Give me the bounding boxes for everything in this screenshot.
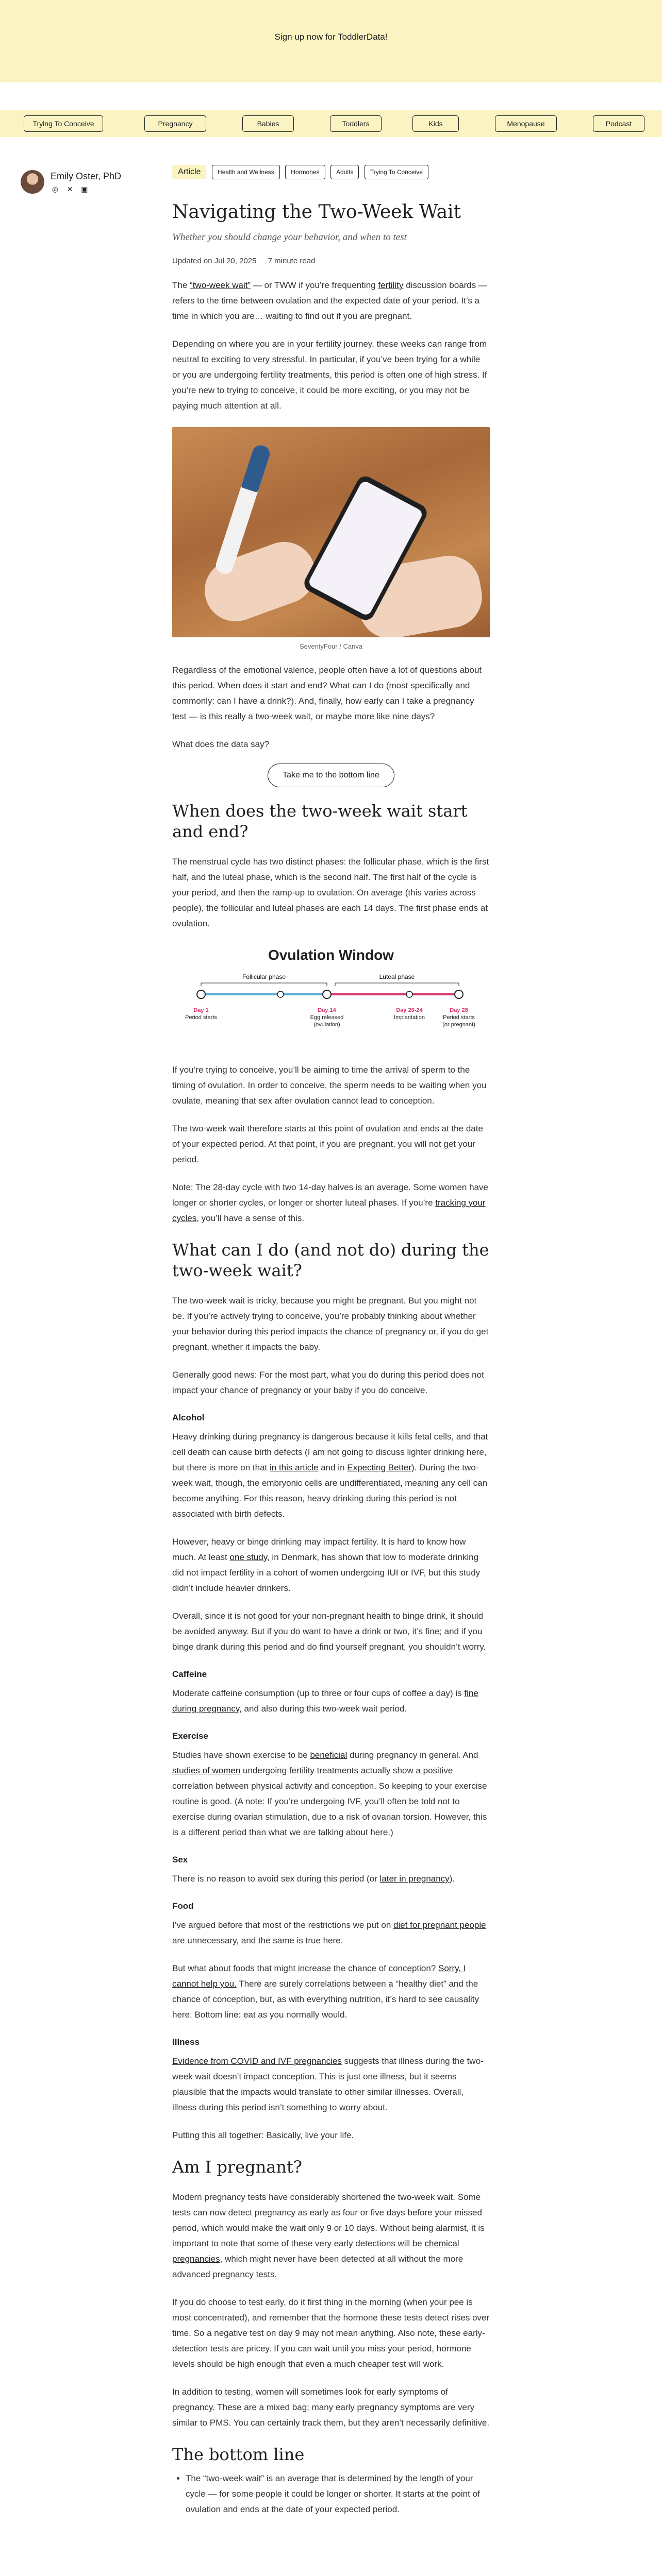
- topic-babies[interactable]: Babies: [242, 115, 294, 132]
- topic-podcast[interactable]: Podcast: [593, 115, 644, 132]
- promo-bar: [0, 0, 662, 82]
- stop-day20-desc: Implantation: [394, 1014, 425, 1021]
- stop-day1-desc: Period starts: [185, 1014, 217, 1021]
- marker-day1: [197, 990, 205, 998]
- paragraph-note: Note: The 28-day cycle with two 14-day halves is an average. Some women have longer or shorter cycles, or longer or shorter luteal phases. If you’re tracking your cycles, you’ll have a sense of this.: [172, 1182, 488, 1223]
- later-in-pregnancy-link[interactable]: later in pregnancy: [379, 1874, 450, 1884]
- bottom-line-item: • The “two-week wait” is an average that is determined by the length of your cycle — for some people it could be longer or shorter. It starts at the point of ovulation and ends at the date of your expected period.: [186, 2471, 490, 2517]
- intro-paragraph-1: The “two-week wait” — or TWW if you’re frequenting fertility discussion boards — refers to the time between ovulation and the expected date of your period. It’s a time in which you are… waiting to find out if you are pregnant.: [172, 280, 487, 321]
- promo-signup-link[interactable]: Sign up now for ToddlerData!: [274, 32, 388, 42]
- bottom-line-button[interactable]: Take me to the bottom line: [268, 764, 394, 787]
- heading-exercise: Exercise: [172, 1731, 208, 1741]
- paragraph-food-1: I’ve argued before that most of the restrictions we put on diet for pregnant people are unnecessary, and the same is true here.: [172, 1920, 486, 1945]
- paragraph-test-early: If you do choose to test early, do it first thing in the morning (when your pee is most concentrated), and remember that the hormone these tests detect rises over time. So a negative test on day 9 may not mean anything. Also note, these early-detection tests are pricey. If you can wait until you miss your period, hormone levels should be high enough that even a much cheaper test will work.: [172, 2297, 490, 2369]
- topic-nav: [0, 110, 662, 137]
- fine-during-pregnancy-link[interactable]: fine during pregnancy: [172, 1688, 478, 1714]
- tag-adults[interactable]: Adults: [330, 165, 359, 179]
- covid-ivf-link[interactable]: Evidence from COVID and IVF pregnancies: [172, 2056, 342, 2066]
- paragraph-tests: Modern pregnancy tests have considerably shortened the two-week wait. Some tests can now detect pregnancy as early as four or five days before your missed period, which would make the wait only 9 or 10 days. Without being alarmist, it is important to note that some of these very early detections will be chemical pregnancies, which might never have been detected at all without the more advanced pregnancy tests.: [172, 2192, 485, 2279]
- marker-day28: [455, 990, 463, 998]
- this-article-link[interactable]: in this article: [270, 1463, 319, 1472]
- beneficial-link[interactable]: beneficial: [310, 1750, 347, 1760]
- tag-health-and-wellness[interactable]: Health and Wellness: [212, 165, 280, 179]
- paragraph-conceive: If you’re trying to conceive, you’ll be aiming to time the arrival of sperm to the timing of ovulation. In order to conceive, the sperm needs to be waiting when you ovulate, meaning that sex after ovulation cannot lead to conception.: [172, 1065, 487, 1106]
- tag-article: Article: [172, 165, 206, 179]
- paragraph-phases: The menstrual cycle has two distinct phases: the follicular phase, which is the first half, and the luteal phase, which is the second half. The first half of the cycle is your period, and then the ramp-up to ovulation. On average (this varies across people), the follicular and luteal phases are each 14 days. The first phase ends at ovulation.: [172, 857, 489, 928]
- paragraph-alcohol-1: Heavy drinking during pregnancy is dangerous because it kills fetal cells, and that cell death can cause birth defects (I am not going to discuss lighter drinking here, but there is more on that in this article and in Expecting Better). During the two-week wait, though, the embryonic cells are undifferentiated, meaning any cell can become anything. For this reason, heavy drinking during this period is not associated with birth defects.: [172, 1432, 488, 1519]
- ovulation-title: Ovulation Window: [268, 947, 394, 963]
- paragraph-alcohol-2: However, heavy or binge drinking may impact fertility. It is hard to know how much. At least one study, in Denmark, has shown that low to moderate drinking did not impact fertility in a cohort of women undergoing IUI or IVF, but this study didn’t include heavier drinkers.: [172, 1537, 481, 1593]
- heading-bottom-line: The bottom line: [172, 2445, 305, 2464]
- paragraph-exercise: Studies have shown exercise to be beneficial during pregnancy in general. And studies of women undergoing fertility treatments actually show a positive correlation between physical activity and conception. So keeping to your exercise routine is good. (A note: If you’re undergoing IVF, you’ll often be told not to exercise during ovarian stimulation, due to a risk of ovarian torsion. However, this is a different period than what we are talking about here.): [172, 1750, 487, 1837]
- article: [172, 165, 490, 2517]
- article-subtitle: Whether you should change your behavior, and when to test: [172, 232, 407, 243]
- stop-day28: Day 28: [450, 1007, 468, 1013]
- bottom-line-list: [172, 2471, 490, 2517]
- chemical-pregnancies-link[interactable]: chemical pregnancies: [172, 2239, 459, 2264]
- tag-trying-to-conceive[interactable]: Trying To Conceive: [365, 165, 428, 179]
- instagram-icon[interactable]: ◎: [52, 185, 59, 193]
- intro-paragraph-2: Depending on where you are in your fertility journey, these weeks can range from neutral to exciting to very stressful. In particular, if you’ve been trying for a while or you are undergoing fertility treatments, this period is often one of high stress. If you’re new to trying to conceive, it could be more exciting, or you may not be paying much attention at all.: [172, 339, 487, 411]
- heading-alcohol: Alcohol: [172, 1413, 205, 1422]
- expecting-better-link[interactable]: Expecting Better: [347, 1463, 411, 1472]
- tag-hormones[interactable]: Hormones: [285, 165, 325, 179]
- ovulation-timeline: [172, 970, 490, 1047]
- heading-when: When does the two-week wait start and end?: [172, 801, 468, 841]
- author-name[interactable]: Emily Oster, PhD: [51, 171, 122, 181]
- paragraph-data: What does the data say?: [172, 739, 270, 749]
- paragraph-questions: Regardless of the emotional valence, people often have a lot of questions about this period. When does it start and end? What can I do (most specifically and commonly: can I have a drink?). And, finally, how early can I take a pregnancy test — is this really a two-week wait, or maybe more like nine days?: [172, 665, 482, 721]
- ovulation-window-diagram: [172, 947, 490, 1050]
- stop-day20: Day 20-24: [396, 1007, 423, 1013]
- marker-day14: [323, 990, 331, 998]
- updated-date: Updated on Jul 20, 2025: [172, 257, 257, 265]
- topic-kids[interactable]: Kids: [412, 115, 459, 132]
- paragraph-starts: The two-week wait therefore starts at this point of ovulation and ends at the date of your expected period. At that point, if you are pregnant, you will not get your period.: [172, 1124, 483, 1164]
- stop-day14-desc2: (ovulation): [313, 1022, 340, 1028]
- author-socials: [51, 184, 92, 194]
- paragraph-caffeine: Moderate caffeine consumption (up to three or four cups of coffee a day) is fine during pregnancy, and also during this two-week wait period.: [172, 1688, 478, 1714]
- stop-day1: Day 1: [193, 1007, 209, 1013]
- luteal-label: Luteal phase: [379, 973, 415, 980]
- paragraph-illness: Evidence from COVID and IVF pregnancies suggests that illness during the two-week wait doesn’t impact conception. This is just one illness, but it seems plausible that the impacts would translate to other similar illnesses. Overall, illness during this period isn’t something to worry about.: [172, 2056, 484, 2112]
- heading-what-can-i-do: What can I do (and not do) during the two-week wait?: [172, 1240, 489, 1280]
- paragraph-symptoms: In addition to testing, women will sometimes look for early symptoms of pregnancy. These are a mixed bag; many early pregnancy symptoms are very similar to PMS. You can certainly track them, but they aren’t necessarily definitive.: [172, 2387, 490, 2428]
- x-icon[interactable]: ✕: [67, 185, 73, 193]
- stop-day14: Day 14: [318, 1007, 336, 1013]
- article-meta: [172, 257, 490, 265]
- topic-pregnancy[interactable]: Pregnancy: [144, 115, 206, 132]
- stop-day28-desc: Period starts: [443, 1014, 475, 1021]
- heading-food: Food: [172, 1901, 194, 1911]
- author-avatar[interactable]: [21, 170, 44, 194]
- stop-day28-desc2: (or pregnant): [442, 1022, 475, 1028]
- image-caption: SeventyFour / Canva: [299, 642, 363, 650]
- topic-toddlers[interactable]: Toddlers: [330, 115, 382, 132]
- heading-illness: Illness: [172, 2037, 200, 2047]
- sorry-link[interactable]: Sorry, I cannot help you.: [172, 1963, 466, 1989]
- read-time: 7 minute read: [268, 257, 316, 265]
- paragraph-good-news: Generally good news: For the most part, what you do during this period does not impact your chance of pregnancy or your baby if you do conceive.: [172, 1370, 484, 1395]
- tracking-cycles-link[interactable]: tracking your cycles: [172, 1198, 486, 1223]
- paragraph-sex: There is no reason to avoid sex during this period (or later in pregnancy).: [172, 1874, 455, 1884]
- one-study-link[interactable]: one study: [229, 1552, 267, 1562]
- fertility-link[interactable]: fertility: [378, 280, 404, 290]
- hero-image: [172, 427, 490, 637]
- studies-of-women-link[interactable]: studies of women: [172, 1766, 241, 1775]
- linkedin-icon[interactable]: ▣: [81, 185, 88, 193]
- follicular-label: Follicular phase: [242, 973, 286, 980]
- heading-sex: Sex: [172, 1855, 188, 1865]
- heading-am-i-pregnant: Am I pregnant?: [172, 2157, 302, 2177]
- article-title: Navigating the Two-Week Wait: [172, 201, 461, 223]
- paragraph-food-2: But what about foods that might increase the chance of conception? Sorry, I cannot help you. There are surely correlations between a “healthy diet” and the chance of conception, but, as with everything nutrition, it’s hard to see causality here. Bottom line: eat as you normally would.: [172, 1963, 479, 2020]
- paragraph-tricky: The two-week wait is tricky, because you might be pregnant. But you might not be. If you’re actively trying to conceive, you’re probably thinking about whether your behavior during this period impacts the chance of pregnancy or, if you do get pregnant, whether it impacts the baby.: [172, 1296, 489, 1352]
- topic-trying-to-conceive[interactable]: Trying To Conceive: [24, 115, 103, 132]
- tag-row: [172, 165, 490, 185]
- paragraph-live-your-life: Putting this all together: Basically, live your life.: [172, 2130, 354, 2140]
- heading-caffeine: Caffeine: [172, 1669, 207, 1679]
- topic-menopause[interactable]: Menopause: [495, 115, 557, 132]
- paragraph-alcohol-3: Overall, since it is not good for your non-pregnant health to binge drink, it should be avoided anyway. But if you do want to have a drink or two, it’s fine; and if you binge drank during this period and do find yourself pregnant, you shouldn’t worry.: [172, 1611, 486, 1652]
- stop-day14-desc: Egg released: [310, 1014, 344, 1021]
- two-week-wait-link[interactable]: “two-week wait”: [190, 280, 251, 290]
- diet-link[interactable]: diet for pregnant people: [393, 1920, 486, 1930]
